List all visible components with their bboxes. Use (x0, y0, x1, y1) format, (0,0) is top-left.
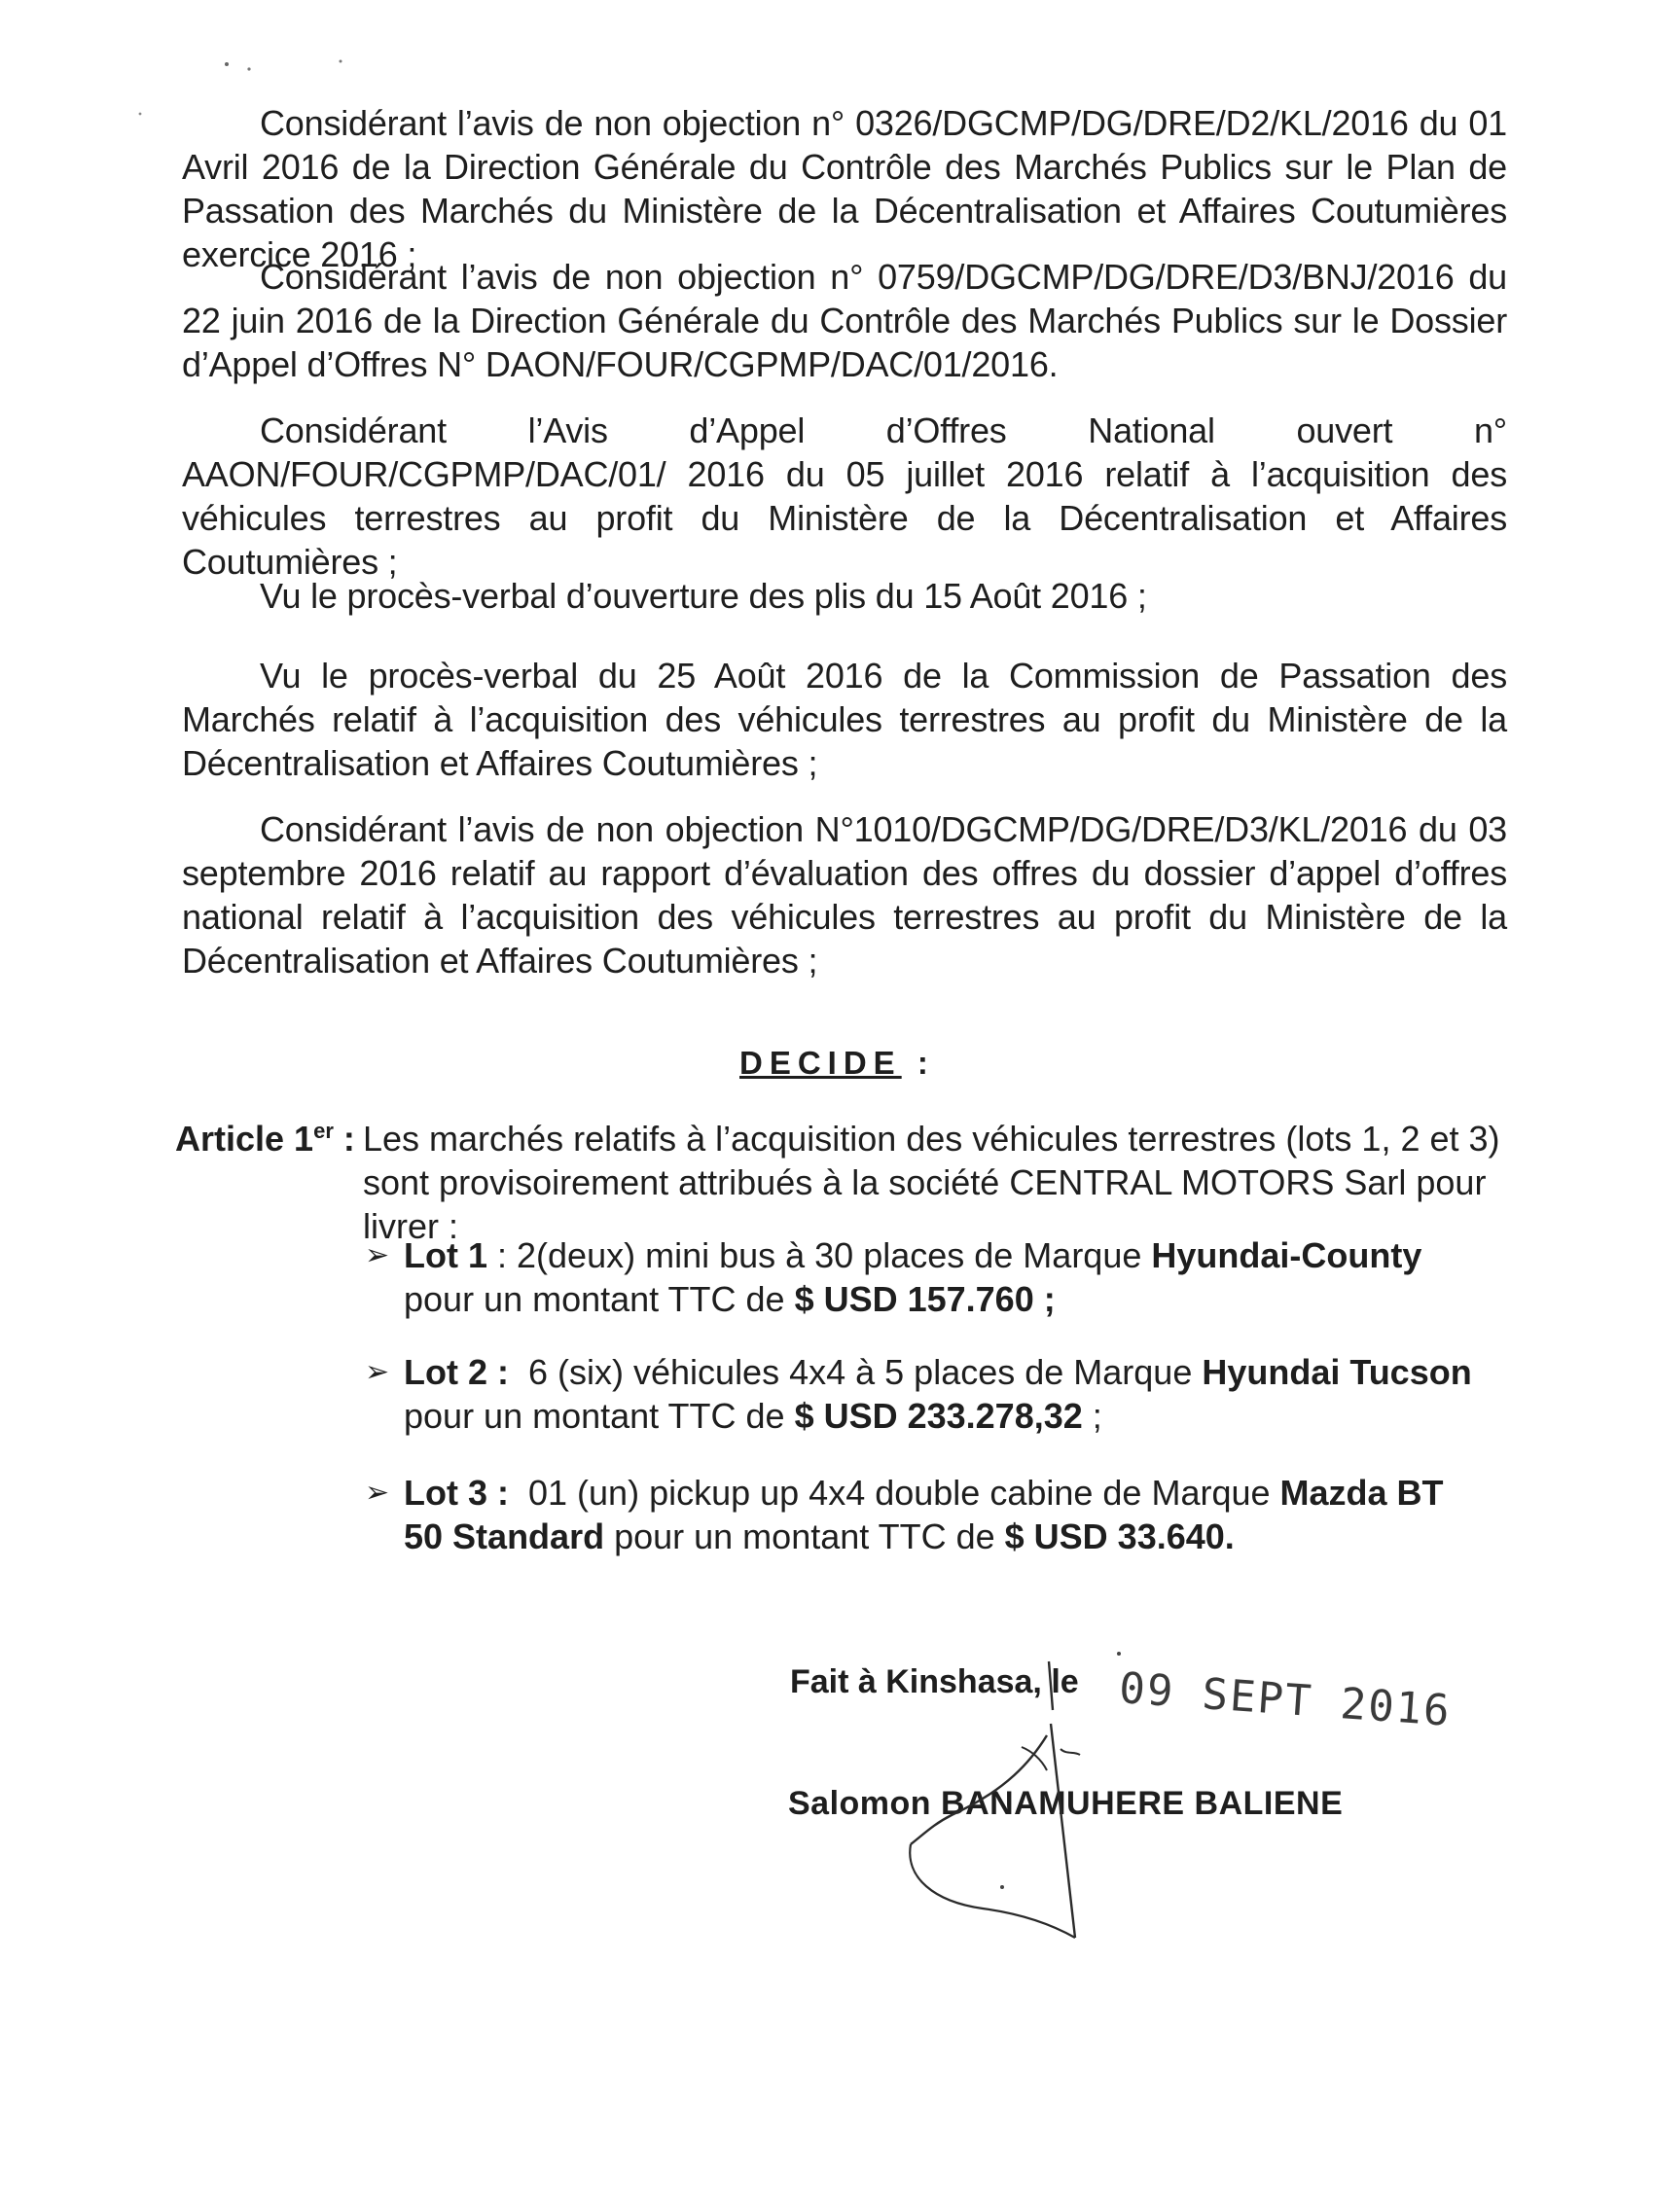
article-label-text: Article 1 (175, 1119, 314, 1159)
lot-brand: Hyundai Tucson (1202, 1352, 1472, 1392)
decision-heading-colon: : (917, 1045, 935, 1081)
consideration-4: Vu le procès-verbal d’ouverture des plis du 15 Août 2016 ; (260, 576, 1147, 616)
lot-body (404, 1233, 1484, 1321)
lot-amount: $ USD 33.640. (1004, 1516, 1235, 1556)
lot-item (365, 1233, 1484, 1321)
lot-item (365, 1471, 1484, 1558)
arrow-bullet-icon: ➢ (365, 1356, 390, 1388)
lot-amount-prefix: pour un montant TTC de (604, 1516, 1005, 1556)
lot-amount: $ USD 157.760 ; (794, 1279, 1056, 1319)
lot-description: 01 (un) pickup up 4x4 double cabine de Marque (528, 1473, 1280, 1513)
consideration-3: Considérant l’Avis d’Appel d’Offres National ouvert n° AAON/FOUR/CGPMP/DAC/01/ 2016 du 05 juillet 2016 relatif à l’acquisition des véhicules terrestres au profit du Ministère de la Décentralisation et Affaires Coutumières ; (182, 410, 1507, 582)
consideration-1: Considérant l’avis de non objection n° 0326/DGCMP/DG/DRE/D2/KL/2016 du 01 Avril 2016 de la Direction Générale du Contrôle des Marchés Publics sur le Plan de Passation des Marchés du Ministère de la Décentralisation et Affaires Coutumières exercice 2016 ; (182, 103, 1507, 274)
signature-place-label: Fait à Kinshasa, le (790, 1663, 1079, 1700)
lot-brand: Mazda BT 50 Standard (404, 1473, 1444, 1556)
lot-body (404, 1350, 1484, 1438)
lot-label: Lot 1 (404, 1235, 487, 1275)
lot-amount: $ USD 233.278,32 (794, 1396, 1083, 1436)
decision-heading (739, 1045, 935, 1082)
article-1 (175, 1117, 1508, 1248)
arrow-bullet-icon: ➢ (365, 1477, 390, 1509)
lot-amount-prefix: pour un montant TTC de (404, 1279, 795, 1319)
article-label-sup: er (313, 1119, 334, 1143)
signer-name: Salomon BANAMUHERE BALIENE (788, 1785, 1344, 1822)
lot-body (404, 1471, 1484, 1558)
lot-brand: Hyundai-County (1151, 1235, 1422, 1275)
lot-amount-prefix: pour un montant TTC de (404, 1396, 795, 1436)
consideration-5: Vu le procès-verbal du 25 Août 2016 de la Commission de Passation des Marchés relatif à l’acquisition des véhicules terrestres au profit du Ministère de la Décentralisation et Affaires Coutumières ; (182, 656, 1507, 783)
lot-item (365, 1350, 1484, 1438)
consideration-2: Considérant l’avis de non objection n° 0759/DGCMP/DG/DRE/D3/BNJ/2016 du 22 juin 2016 de la Direction Générale du Contrôle des Marchés Publics sur le Dossier d’Appel d’Offres N° DAON/FOUR/CGPMP/DAC/01/2016. (182, 257, 1507, 384)
article-label-colon: : (333, 1119, 355, 1159)
handwritten-signature-icon (876, 1654, 1129, 1975)
lot-label: Lot 3 : (404, 1473, 509, 1513)
date-stamp: 09 SEPT 2016 (1117, 1663, 1454, 1736)
article-label (175, 1117, 355, 1160)
lot-separator: : (487, 1235, 518, 1275)
decision-heading-text: DECIDE (739, 1045, 902, 1081)
lot-suffix: ; (1082, 1396, 1102, 1436)
consideration-6: Considérant l’avis de non objection N°1010/DGCMP/DG/DRE/D3/KL/2016 du 03 septembre 2016 relatif au rapport d’évaluation des offres du dossier d’appel d’offres national relatif à l’acquisition des véhicules terrestres au profit du Ministère de la Décentralisation et Affaires Coutumières ; (182, 809, 1507, 981)
lot-label: Lot 2 : (404, 1352, 509, 1392)
lot-separator (509, 1352, 528, 1392)
lot-description: 2(deux) mini bus à 30 places de Marque (517, 1235, 1152, 1275)
arrow-bullet-icon: ➢ (365, 1239, 390, 1271)
lot-separator (509, 1473, 528, 1513)
article-text: Les marchés relatifs à l’acquisition des véhicules terrestres (lots 1, 2 et 3) sont provisoirement attribués à la société CENTRAL MOTORS Sarl pour livrer : (363, 1119, 1500, 1246)
lot-description: 6 (six) véhicules 4x4 à 5 places de Marque (528, 1352, 1203, 1392)
